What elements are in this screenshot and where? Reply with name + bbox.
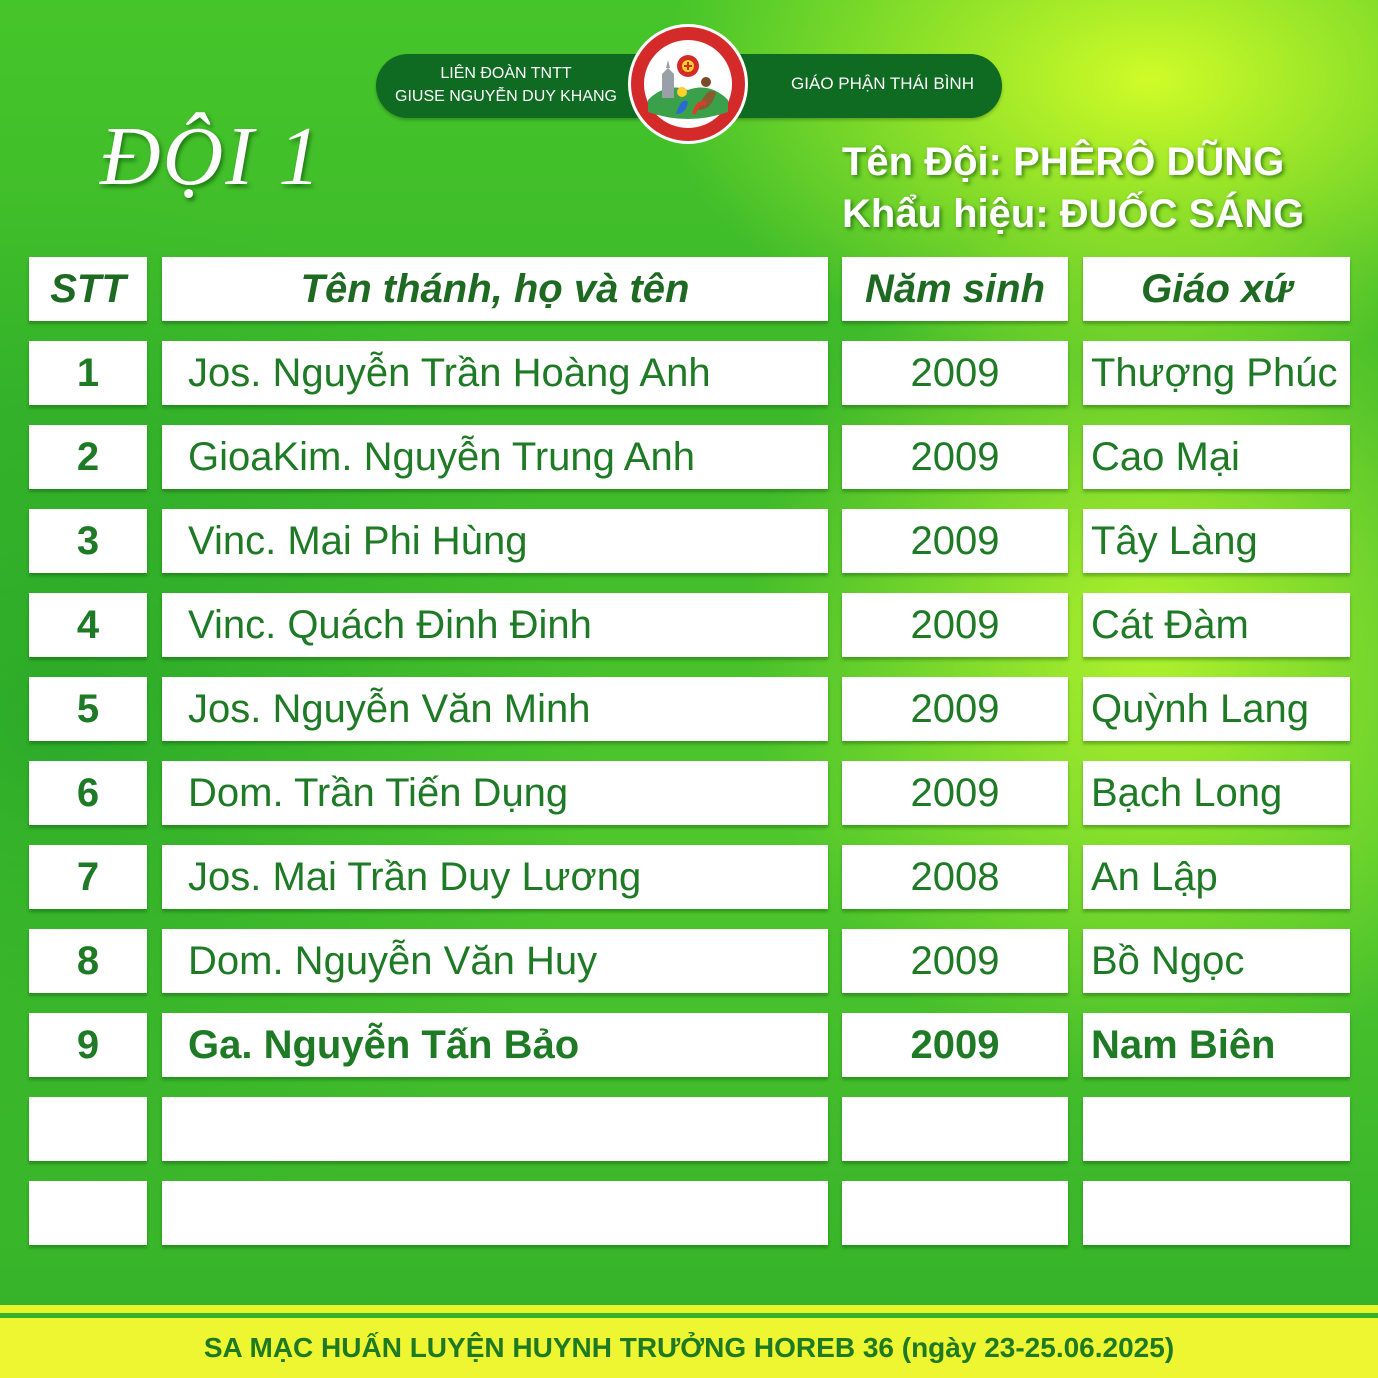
- cell-year: 2009: [842, 509, 1068, 573]
- cell-parish: Nam Biên: [1083, 1013, 1350, 1077]
- cell-year: 2009: [842, 1013, 1068, 1077]
- header-name: Tên thánh, họ và tên: [162, 257, 828, 321]
- cell-parish: [1083, 1181, 1350, 1245]
- cell-stt: 6: [29, 761, 147, 825]
- cell-name: Vinc. Mai Phi Hùng: [162, 509, 828, 573]
- team-slogan: Khẩu hiệu: ĐUỐC SÁNG: [842, 192, 1305, 236]
- cell-name: Ga. Nguyễn Tấn Bảo: [162, 1013, 828, 1077]
- cell-year: 2009: [842, 929, 1068, 993]
- banner-left-line1: LIÊN ĐOÀN TNTT: [440, 65, 572, 82]
- cell-year: 2009: [842, 677, 1068, 741]
- cell-stt: 1: [29, 341, 147, 405]
- cell-stt: 4: [29, 593, 147, 657]
- cell-year: 2009: [842, 341, 1068, 405]
- team-number: ĐỘI 1: [100, 110, 323, 203]
- cell-year: [842, 1181, 1068, 1245]
- footer-bar: [0, 1318, 1378, 1378]
- cell-year: 2009: [842, 761, 1068, 825]
- cell-stt: 3: [29, 509, 147, 573]
- team-name: Tên Đội: PHÊRÔ DŨNG: [842, 140, 1285, 184]
- cell-stt: 8: [29, 929, 147, 993]
- cell-parish: Cát Đàm: [1083, 593, 1350, 657]
- cell-parish: Bạch Long: [1083, 761, 1350, 825]
- footer-text: SA MẠC HUẤN LUYỆN HUYNH TRƯỞNG HOREB 36 (ngày 23-25.06.2025): [203, 1332, 1175, 1363]
- cell-name: Vinc. Quách Đinh Đinh: [162, 593, 828, 657]
- cell-parish: Bồ Ngọc: [1083, 929, 1350, 993]
- cell-year: 2009: [842, 425, 1068, 489]
- cell-name: [162, 1181, 828, 1245]
- cell-parish: Thượng Phúc: [1083, 341, 1350, 405]
- footer-divider: [0, 1305, 1378, 1313]
- cell-stt: [29, 1097, 147, 1161]
- header-year: Năm sinh: [842, 257, 1068, 321]
- cell-stt: 7: [29, 845, 147, 909]
- cell-name: GioaKim. Nguyễn Trung Anh: [162, 425, 828, 489]
- banner-right-text: GIÁO PHẬN THÁI BÌNH: [791, 74, 974, 93]
- diocese-logo: [626, 22, 750, 146]
- cell-name: Jos. Mai Trần Duy Lương: [162, 845, 828, 909]
- header-stt: STT: [29, 257, 147, 321]
- cell-parish: Cao Mại: [1083, 425, 1350, 489]
- cell-name: Dom. Nguyễn Văn Huy: [162, 929, 828, 993]
- cell-year: 2008: [842, 845, 1068, 909]
- cell-parish: Tây Làng: [1083, 509, 1350, 573]
- header-parish: Giáo xứ: [1083, 257, 1350, 321]
- cell-name: Jos. Nguyễn Trần Hoàng Anh: [162, 341, 828, 405]
- cell-stt: 5: [29, 677, 147, 741]
- cell-stt: 9: [29, 1013, 147, 1077]
- cell-stt: 2: [29, 425, 147, 489]
- cell-year: [842, 1097, 1068, 1161]
- team-info: [842, 136, 1304, 240]
- cell-name: Jos. Nguyễn Văn Minh: [162, 677, 828, 741]
- cell-parish: An Lập: [1083, 845, 1350, 909]
- cell-name: Dom. Trần Tiến Dụng: [162, 761, 828, 825]
- cell-stt: [29, 1181, 147, 1245]
- cell-name: [162, 1097, 828, 1161]
- cell-year: 2009: [842, 593, 1068, 657]
- banner-left-line2: GIUSE NGUYỄN DUY KHANG: [395, 88, 617, 105]
- cell-parish: [1083, 1097, 1350, 1161]
- cell-parish: Quỳnh Lang: [1083, 677, 1350, 741]
- banner-left-text: [376, 62, 636, 108]
